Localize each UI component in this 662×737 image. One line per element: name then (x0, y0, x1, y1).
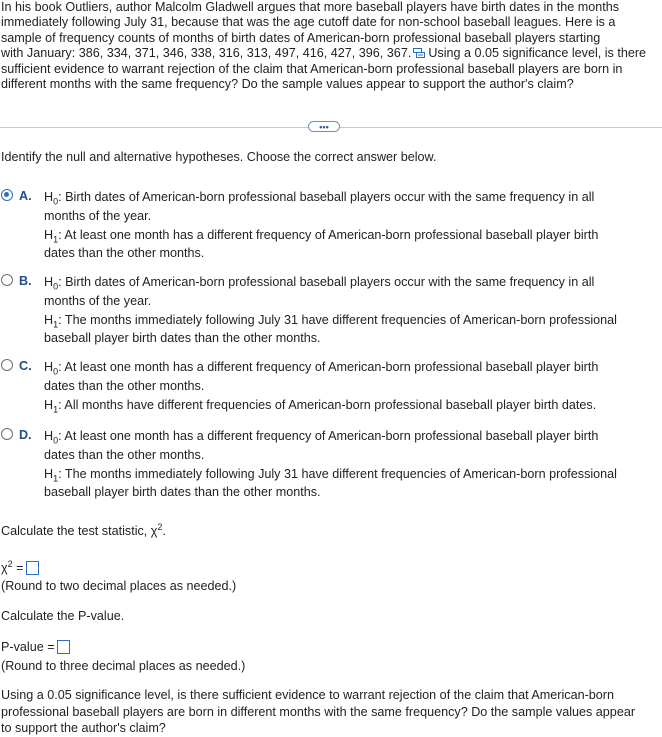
null-hypothesis-text: : At least one month has a different frequency of American-born professional baseball player birth (58, 360, 599, 374)
null-hypothesis-cont: dates than the other months. (44, 378, 205, 393)
round-hint-2dp: (Round to two decimal places as needed.) (1, 579, 237, 593)
more-dots-icon: ••• (319, 121, 329, 132)
radio-option-d[interactable] (1, 428, 13, 440)
alt-hypothesis-cont: baseball player birth dates than the other months. (44, 331, 321, 346)
p-value-label: P-value = (1, 640, 55, 654)
question-4-prompt: Using a 0.05 significance level, is there sufficient evidence to warrant rejection of the claim that American-born professional baseball players are born in different months with the same frequency? Do the sample values appear to support the author's claim? (1, 688, 636, 735)
alt-hypothesis-cont: dates than the other months. (44, 246, 205, 261)
expand-button[interactable] (308, 121, 340, 132)
problem-line: different months with the same frequency? Do the sample values appear to support the author's claim? (1, 76, 574, 91)
p-value-answer-row (1, 639, 70, 655)
question-1-prompt: Identify the null and alternative hypotheses. Choose the correct answer below. (1, 150, 437, 164)
option-letter: B. (19, 274, 32, 288)
alt-hypothesis-text: : All months have different frequencies of American-born professional baseball player birth dates. (58, 397, 597, 412)
p-value-input[interactable] (57, 640, 70, 654)
problem-line: immediately following July 31, because that was the age cutoff date for non-school baseball leagues. Here is a (1, 15, 616, 30)
question-2-prompt: Calculate the test statistic, $\chi^2$. (1, 521, 166, 538)
alt-hypothesis-cont: baseball player birth dates than the other months. (44, 485, 321, 500)
alt-hypothesis-text: : The months immediately following July 31 have different frequencies of American-born professional (58, 466, 617, 481)
problem-line-end: Using a 0.05 significance level, is there (428, 46, 647, 61)
round-hint-3dp: (Round to three decimal places as needed.) (1, 659, 246, 673)
null-hypothesis-text: : Birth dates of American-born professional baseball players occur with the same frequency in all (58, 275, 595, 289)
option-a-text: $H_0$: Birth dates of American-born professional baseball players occur with the same frequency in all months of the year. $H_1$: At least one month has a different frequency of American-born professional baseball player birth dates than the other months. (44, 188, 598, 263)
option-b-text: $H_0$: Birth dates of American-born professional baseball players occur with the same frequency in all months of the year. $H_1$: The months immediately following July 31 have different frequencies of American-born professional baseball player birth dates than the other months. (44, 273, 617, 348)
option-letter: C. (19, 359, 32, 373)
alt-hypothesis-text: : The months immediately following July 31 have different frequencies of American-born professional (58, 312, 617, 327)
alt-hypothesis-text: : At least one month has a different frequency of American-born professional baseball player birth (58, 227, 599, 242)
problem-statement (1, 0, 662, 92)
problem-line: sample of frequency counts of months of birth dates of American-born professional baseball players starting (1, 30, 601, 45)
null-hypothesis-cont: months of the year. (44, 208, 152, 223)
option-c-text: $H_0$: At least one month has a different frequency of American-born professional baseball player birth dates than the other months. $H_1$: All months have different frequencies of American-born professional baseball player birth dates. (44, 360, 599, 415)
option-d-text: $H_0$: At least one month has a different frequency of American-born professional baseball player birth dates than the other months. $H_1$: The months immediately following July 31 have different frequencies of American-born professional baseball player birth dates than the other months. (44, 427, 617, 502)
radio-option-a[interactable] (1, 189, 13, 201)
copy-data-icon[interactable] (413, 47, 425, 57)
chi-square-label: χ (1, 561, 8, 575)
option-letter: D. (19, 428, 32, 442)
null-hypothesis-cont: months of the year. (44, 293, 152, 308)
null-hypothesis-text: : At least one month has a different frequency of American-born professional baseball player birth (58, 429, 599, 443)
radio-option-b[interactable] (1, 274, 13, 286)
null-hypothesis-text: : Birth dates of American-born professional baseball players occur with the same frequency in all (58, 190, 595, 204)
question-3-prompt: Calculate the P-value. (1, 609, 125, 623)
radio-option-c[interactable] (1, 359, 13, 371)
problem-line: In his book Outliers, author Malcolm Gladwell argues that more baseball players have birth dates in the months (1, 0, 620, 14)
null-hypothesis-cont: dates than the other months. (44, 447, 205, 462)
test-statistic-answer-row: $\chi^2$ = (1, 560, 39, 576)
option-letter: A. (19, 189, 32, 203)
test-statistic-input[interactable] (26, 561, 39, 575)
problem-line: sufficient evidence to warrant rejection of the claim that American-born professional baseball players are born in (1, 61, 623, 76)
sample-data-text: with January: 386, 334, 371, 346, 338, 316, 313, 497, 416, 427, 396, 367. (1, 46, 412, 61)
chi-square-symbol: χ (150, 524, 158, 538)
problem-line-data (1, 46, 662, 61)
